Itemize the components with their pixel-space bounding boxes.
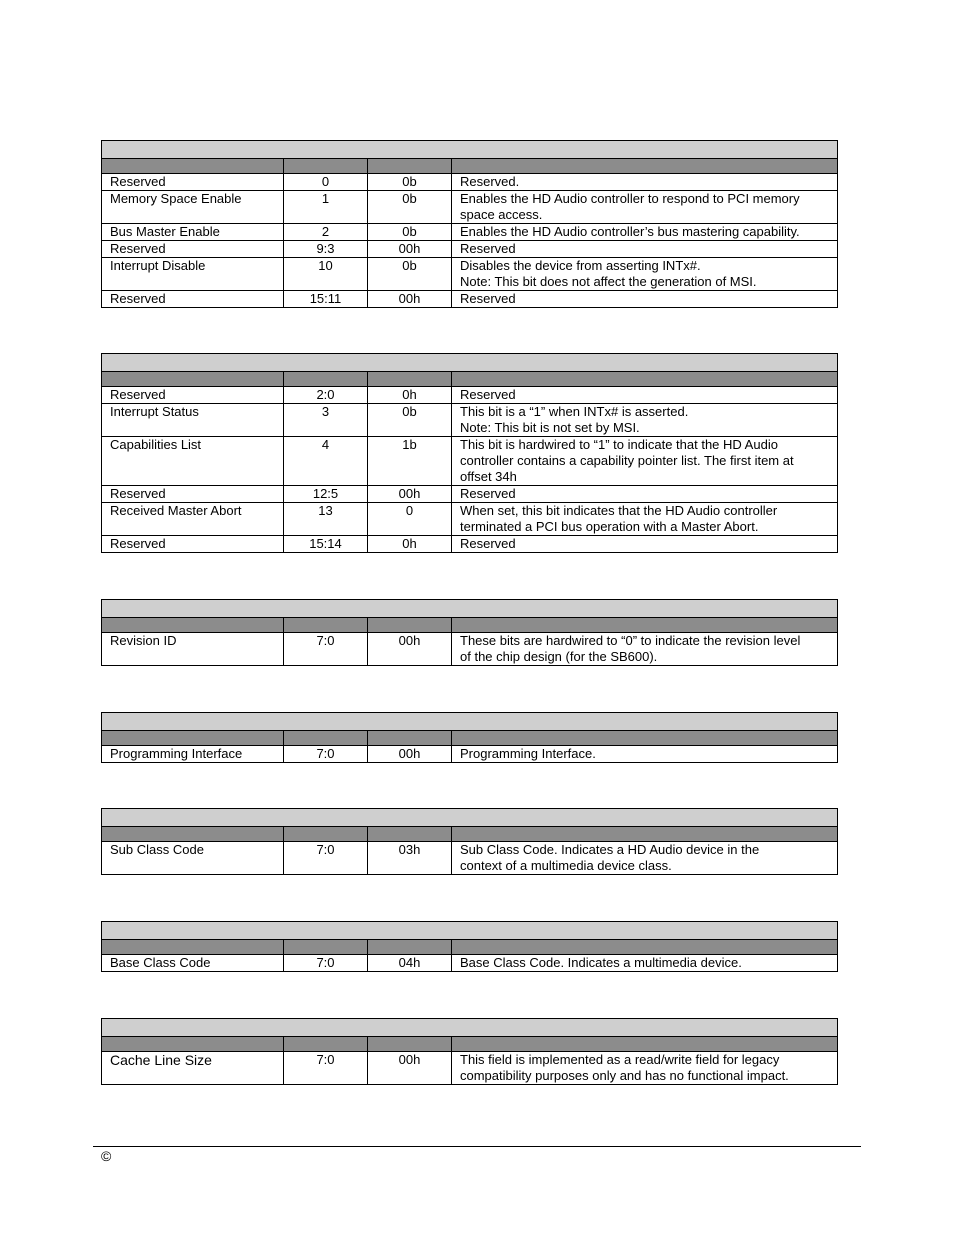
description-line: This bit is hardwired to “1” to indicate that the HD Audio	[460, 437, 778, 452]
field-name-header	[102, 1037, 284, 1052]
field-name: Interrupt Status	[102, 404, 284, 437]
register-title-row	[102, 141, 838, 159]
table-row	[102, 191, 838, 224]
field-name: Received Master Abort	[102, 503, 284, 536]
field-description	[452, 404, 838, 437]
field-description	[452, 241, 838, 258]
field-bits: 3	[284, 404, 368, 437]
field-bits: 2:0	[284, 387, 368, 404]
register-title-cell	[102, 1019, 838, 1037]
description-line: This bit is a “1” when INTx# is asserted.	[460, 404, 689, 419]
field-name: Memory Space Enable	[102, 191, 284, 224]
field-bits: 12:5	[284, 486, 368, 503]
field-default: 0h	[368, 387, 452, 404]
field-bits: 7:0	[284, 746, 368, 763]
table-row	[102, 746, 838, 763]
field-name-header	[102, 618, 284, 633]
description-line: controller contains a capability pointer list. The first item at	[460, 453, 794, 468]
table-row	[102, 174, 838, 191]
description-header	[452, 159, 838, 174]
field-bits: 15:14	[284, 536, 368, 553]
field-name-header	[102, 940, 284, 955]
bits-header	[284, 1037, 368, 1052]
field-default: 1b	[368, 437, 452, 486]
description-line: Enables the HD Audio controller’s bus mastering capability.	[460, 224, 800, 239]
field-name: Bus Master Enable	[102, 224, 284, 241]
field-name-header	[102, 731, 284, 746]
description-line: Reserved	[460, 241, 516, 256]
field-name: Reserved	[102, 174, 284, 191]
cache-line-size-register-table	[101, 1018, 838, 1085]
field-bits: 9:3	[284, 241, 368, 258]
table-row	[102, 536, 838, 553]
field-default: 0b	[368, 404, 452, 437]
field-description	[452, 387, 838, 404]
table-row	[102, 387, 838, 404]
table-row	[102, 224, 838, 241]
description-header	[452, 940, 838, 955]
bits-header	[284, 372, 368, 387]
table-row	[102, 241, 838, 258]
description-line: Disables the device from asserting INTx#.	[460, 258, 701, 273]
field-bits: 7:0	[284, 842, 368, 875]
register-title-row	[102, 922, 838, 940]
field-bits: 10	[284, 258, 368, 291]
table-row	[102, 955, 838, 972]
register-title-cell	[102, 600, 838, 618]
field-default: 00h	[368, 486, 452, 503]
field-name: Programming Interface	[102, 746, 284, 763]
field-default: 00h	[368, 241, 452, 258]
column-header-row	[102, 940, 838, 955]
field-description	[452, 486, 838, 503]
description-line: Programming Interface.	[460, 746, 596, 761]
table-row	[102, 1052, 838, 1085]
command-register-table	[101, 140, 838, 308]
field-description	[452, 174, 838, 191]
field-description	[452, 191, 838, 224]
field-name-header	[102, 159, 284, 174]
field-name: Base Class Code	[102, 955, 284, 972]
description-line: This field is implemented as a read/write field for legacy	[460, 1052, 780, 1067]
default-header	[368, 159, 452, 174]
bits-header	[284, 618, 368, 633]
description-line: These bits are hardwired to “0” to indicate the revision level	[460, 633, 801, 648]
field-name: Interrupt Disable	[102, 258, 284, 291]
description-line: When set, this bit indicates that the HD Audio controller	[460, 503, 778, 518]
table-row	[102, 404, 838, 437]
field-bits: 1	[284, 191, 368, 224]
table-row	[102, 633, 838, 666]
copyright-symbol: ©	[101, 1148, 112, 1164]
description-header	[452, 731, 838, 746]
column-header-row	[102, 731, 838, 746]
description-line: terminated a PCI bus operation with a Master Abort.	[460, 519, 759, 534]
field-description	[452, 746, 838, 763]
field-name: Reserved	[102, 387, 284, 404]
status-register-table	[101, 353, 838, 553]
field-default: 0	[368, 503, 452, 536]
table-row	[102, 258, 838, 291]
table-row	[102, 842, 838, 875]
field-default: 00h	[368, 746, 452, 763]
field-bits: 0	[284, 174, 368, 191]
description-line: Reserved	[460, 536, 516, 551]
field-description	[452, 633, 838, 666]
table-row	[102, 486, 838, 503]
field-default: 03h	[368, 842, 452, 875]
column-header-row	[102, 1037, 838, 1052]
field-name: Capabilities List	[102, 437, 284, 486]
description-line: Reserved	[460, 387, 516, 402]
field-default: 0b	[368, 174, 452, 191]
table-row	[102, 437, 838, 486]
description-line: compatibility purposes only and has no functional impact.	[460, 1068, 789, 1083]
register-title-row	[102, 354, 838, 372]
register-title-row	[102, 600, 838, 618]
description-line: Note: This bit does not affect the generation of MSI.	[460, 274, 757, 289]
register-title-cell	[102, 809, 838, 827]
field-default: 00h	[368, 633, 452, 666]
field-name: Cache Line Size	[102, 1052, 284, 1085]
field-bits: 13	[284, 503, 368, 536]
field-description	[452, 258, 838, 291]
table-row	[102, 503, 838, 536]
field-name: Reserved	[102, 241, 284, 258]
field-bits: 4	[284, 437, 368, 486]
field-name: Revision ID	[102, 633, 284, 666]
table-row	[102, 291, 838, 308]
register-title-cell	[102, 922, 838, 940]
description-line: Base Class Code. Indicates a multimedia device.	[460, 955, 742, 970]
field-default: 04h	[368, 955, 452, 972]
default-header	[368, 372, 452, 387]
field-name-header	[102, 372, 284, 387]
field-description	[452, 437, 838, 486]
description-header	[452, 372, 838, 387]
default-header	[368, 731, 452, 746]
register-title-cell	[102, 354, 838, 372]
description-line: Reserved	[460, 291, 516, 306]
default-header	[368, 618, 452, 633]
field-description	[452, 955, 838, 972]
description-line: offset 34h	[460, 469, 517, 484]
description-line: Sub Class Code. Indicates a HD Audio device in the	[460, 842, 760, 857]
default-header	[368, 940, 452, 955]
base-class-code-register-table	[101, 921, 838, 972]
field-name: Reserved	[102, 291, 284, 308]
footer-divider	[93, 1146, 861, 1147]
field-name: Sub Class Code	[102, 842, 284, 875]
register-title-row	[102, 809, 838, 827]
description-header	[452, 827, 838, 842]
field-description	[452, 536, 838, 553]
revision-id-register-table	[101, 599, 838, 666]
bits-header	[284, 827, 368, 842]
description-header	[452, 1037, 838, 1052]
field-bits: 2	[284, 224, 368, 241]
description-line: Reserved	[460, 486, 516, 501]
description-line: space access.	[460, 207, 543, 222]
field-description	[452, 503, 838, 536]
register-title-row	[102, 1019, 838, 1037]
field-description	[452, 224, 838, 241]
field-default: 00h	[368, 291, 452, 308]
field-bits: 7:0	[284, 1052, 368, 1085]
field-name: Reserved	[102, 486, 284, 503]
field-bits: 15:11	[284, 291, 368, 308]
field-bits: 7:0	[284, 955, 368, 972]
description-line: context of a multimedia device class.	[460, 858, 672, 873]
field-default: 0b	[368, 191, 452, 224]
field-name: Reserved	[102, 536, 284, 553]
column-header-row	[102, 159, 838, 174]
bits-header	[284, 731, 368, 746]
register-title-row	[102, 713, 838, 731]
description-header	[452, 618, 838, 633]
programming-interface-register-table	[101, 712, 838, 763]
bits-header	[284, 940, 368, 955]
field-default: 0b	[368, 258, 452, 291]
column-header-row	[102, 372, 838, 387]
column-header-row	[102, 618, 838, 633]
register-title-cell	[102, 713, 838, 731]
sub-class-code-register-table	[101, 808, 838, 875]
column-header-row	[102, 827, 838, 842]
register-title-cell	[102, 141, 838, 159]
field-description	[452, 291, 838, 308]
field-name-header	[102, 827, 284, 842]
field-bits: 7:0	[284, 633, 368, 666]
field-default: 0h	[368, 536, 452, 553]
default-header	[368, 827, 452, 842]
description-line: Enables the HD Audio controller to respond to PCI memory	[460, 191, 800, 206]
description-line: Reserved.	[460, 174, 520, 189]
field-default: 0b	[368, 224, 452, 241]
bits-header	[284, 159, 368, 174]
default-header	[368, 1037, 452, 1052]
field-description	[452, 842, 838, 875]
field-default: 00h	[368, 1052, 452, 1085]
description-line: of the chip design (for the SB600).	[460, 649, 658, 664]
field-description	[452, 1052, 838, 1085]
description-line: Note: This bit is not set by MSI.	[460, 420, 640, 435]
